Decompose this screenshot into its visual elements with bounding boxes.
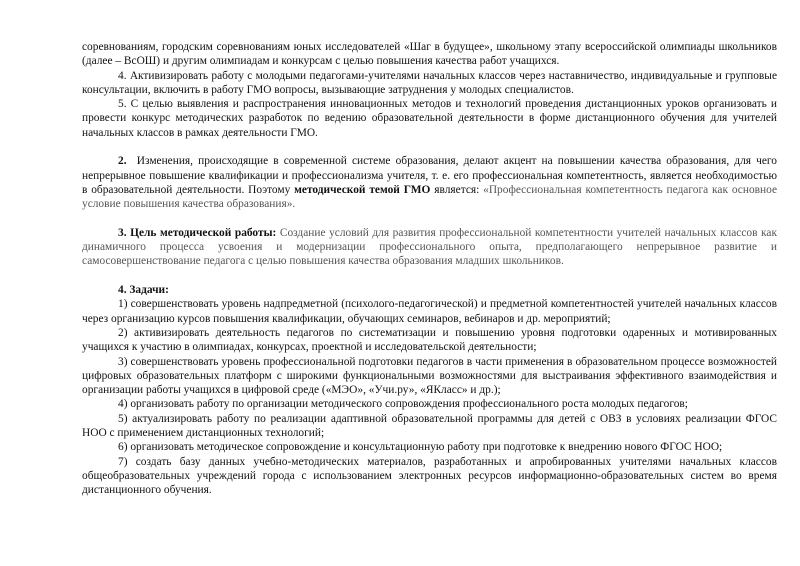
- section-2-number: 2.: [118, 155, 127, 168]
- section-2-text2: является:: [430, 183, 484, 196]
- section-4-heading-text: 4. Задачи:: [118, 284, 169, 297]
- task-item: 2) активизировать деятельность педагогов по систематизации и повышению уровня подготовки одаренных и мотивированных учащихся к участию в олимпиадах, конкурсах, проектной и исследовательской деятельности;: [82, 326, 777, 354]
- task-item: 3) совершенствовать уровень профессиональной подготовки педагогов в части применения в образовательном процессе возможностей цифровых образовательных платформ с широкими функциональными возможностями для выстраивания эффективного взаимодействия и организации работы учащихся в цифровой среде («МЭО», «Учи.ру», «ЯКласс» и др.);: [82, 355, 777, 397]
- task-item: 1) совершенствовать уровень надпредметной (психолого-педагогической) и предметной компетентностей учителей начальных классов через организацию курсов повышения квалификации, обучающих семинаров, вебинаров и др. мероприятий;: [82, 298, 777, 325]
- paragraph-continuation: соревнованиям, городским соревнованиям юных исследователей «Шаг в будущее», школьному этапу всероссийской олимпиады школьников (далее – ВсОШ) и другим олимпиадам и конкурсам с целью повышения качества работ учащихся.: [82, 41, 777, 68]
- task-item: 4) организовать работу по организации методического сопровождения профессионального роста молодых педагогов;: [118, 398, 688, 411]
- document-page: [82, 40, 777, 498]
- task-item: 5) актуализировать работу по реализации адаптивной образовательной программы для детей с ОВЗ в условиях реализации ФГОС НОО с применением дистанционных технологий;: [82, 412, 777, 440]
- spacer: [82, 140, 777, 154]
- paragraph-item-5: 5. С целью выявления и распространения инновационных методов и технологий проведения дистанционных уроков организовать и провести конкурс методических разработок по ведению образовательной деятельности в форме дистанционного обучения для учителей начальных классов в рамках деятельности ГМО.: [82, 98, 777, 139]
- section-4-heading: [82, 283, 777, 297]
- section-3: [82, 226, 777, 269]
- spacer: [82, 269, 777, 283]
- section-2-bold: методической темой ГМО: [294, 183, 431, 196]
- section-2-theme: «Профессиональная компетентность педагога как основное условие повышения качества образования».: [82, 183, 778, 211]
- task-item: 7) создать базу данных учебно-методических материалов, разработанных и апробированных учителями начальных классов общеобразовательных учреждений города с использованием электронных ресурсов информационно-образовательных систем во время дистанционного обучения.: [82, 455, 777, 497]
- paragraph-item-4: 4. Активизировать работу с молодыми педагогами-учителями начальных классов через наставничество, индивидуальные и групповые консультации, включить в работу ГМО вопросы, вызывающие затруднения у молодых специалистов.: [82, 69, 777, 96]
- section-2-text: Изменения, происходящие в современной системе образования, делают акцент на повышении качества образования, для чего непрерывное повышение квалификации и профессионализма учителя, т. е. его профессиональная компетентность, является необходимостью в образовательной деятельности. Поэтому: [82, 155, 777, 196]
- section-3-text: Создание условий для развития профессиональной компетентности учителей начальных классов как динамичного процесса усвоения и модернизации профессионального опыта, предполагающего непрерывное развитие и самосовершенствование педагога с целью повышения качества образования младших школьников.: [82, 226, 777, 268]
- section-2: [82, 154, 777, 211]
- task-item: 6) организовать методическое сопровождение и консультационную работу при подготовке к внедрению нового ФГОС НОО;: [118, 441, 723, 454]
- spacer: [82, 212, 777, 226]
- section-3-heading: 3. Цель методической работы:: [118, 226, 277, 239]
